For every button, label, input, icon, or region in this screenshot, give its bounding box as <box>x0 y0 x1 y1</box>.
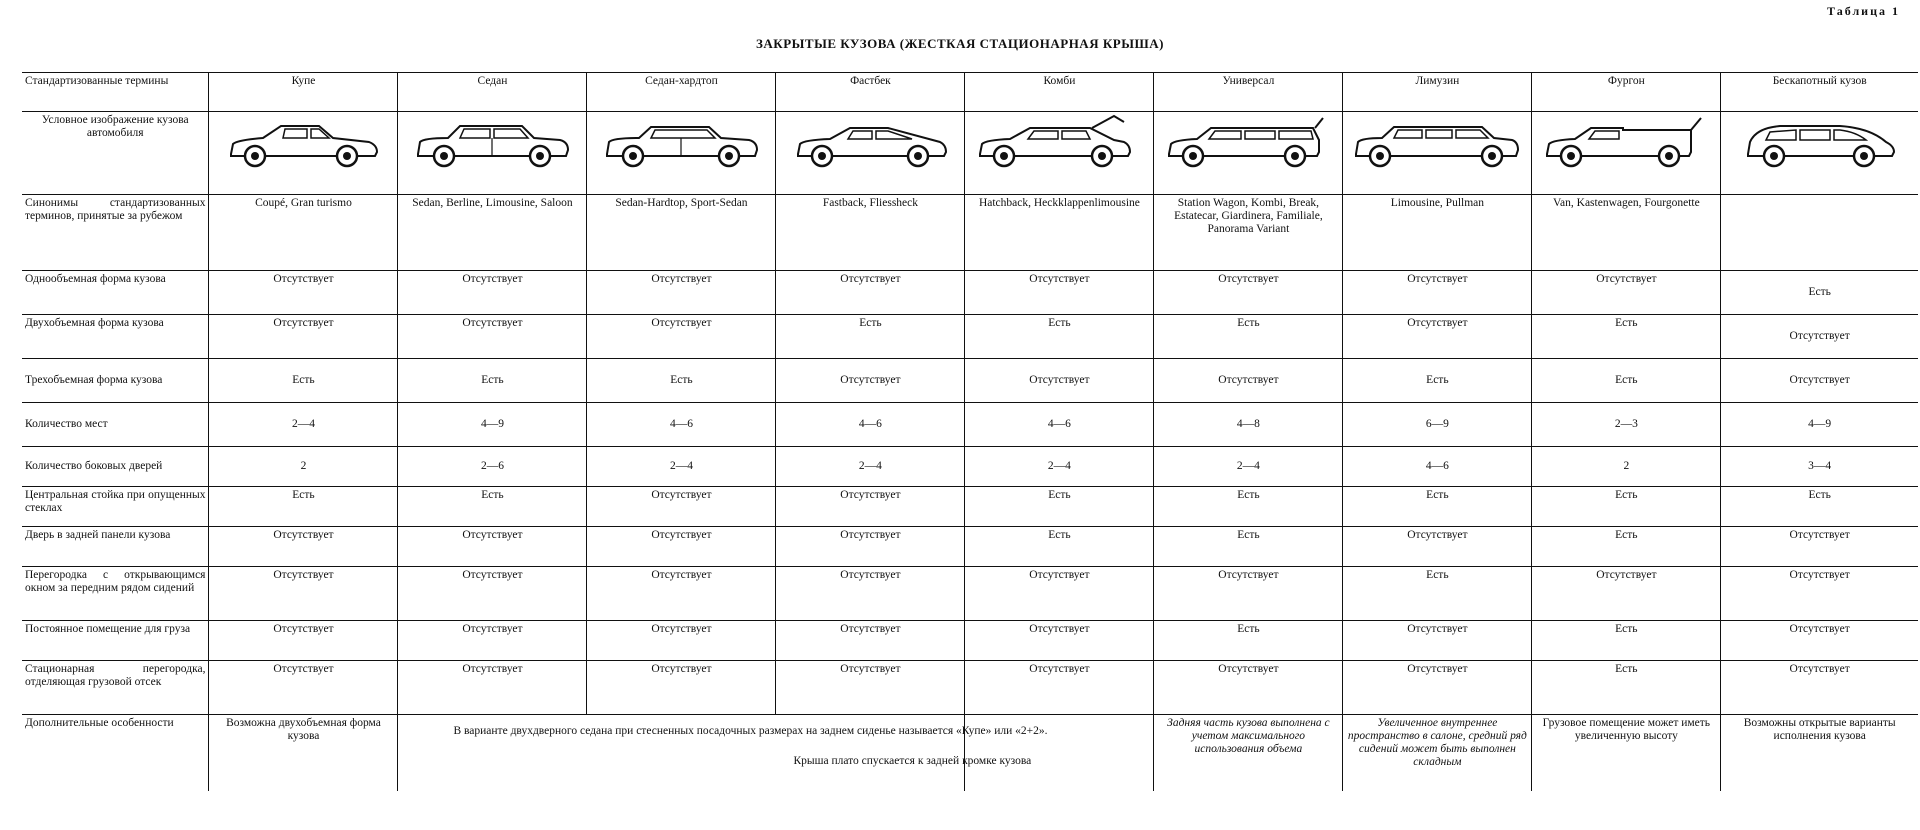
wagon-car-icon <box>1163 114 1333 174</box>
table-cell: Есть <box>1532 315 1721 359</box>
table-cell: Есть <box>1532 527 1721 567</box>
table-cell: Отсутствует <box>965 359 1154 403</box>
table-cell <box>1721 195 1918 271</box>
table-cell: 2 <box>1532 447 1721 487</box>
van-image-cell <box>1532 112 1721 195</box>
table-cell: Отсутствует <box>1721 315 1918 359</box>
table-cell: Отсутствует <box>1343 315 1532 359</box>
table-row <box>22 315 1918 359</box>
table-cell: Отсутствует <box>1343 271 1532 315</box>
coupe-image-cell <box>209 112 398 195</box>
table-cell: 4—9 <box>398 403 587 447</box>
table-cell: Отсутствует <box>398 271 587 315</box>
table-cell: Отсутствует <box>587 487 776 527</box>
table-cell: Van, Kastenwagen, Fourgonette <box>1532 195 1721 271</box>
cabover-image-cell <box>1721 112 1918 195</box>
table-cell: Отсутствует <box>398 621 587 661</box>
table-cell: Есть <box>1343 359 1532 403</box>
table-cell: Есть <box>1532 661 1721 715</box>
table-row <box>22 447 1918 487</box>
table-row <box>22 661 1918 715</box>
table-cell: Отсутствует <box>209 567 398 621</box>
image-row <box>22 112 1918 195</box>
row-label: Количество боковых дверей <box>22 447 209 487</box>
table-cell: Есть <box>209 359 398 403</box>
row-label: Стационарная перегородка, отделяющая грузовой отсек <box>22 661 209 715</box>
table-cell: Отсутствует <box>398 661 587 715</box>
combi-image-cell <box>965 112 1154 195</box>
table-cell: Есть <box>1154 621 1343 661</box>
table-cell: Отсутствует <box>209 661 398 715</box>
table-cell: Отсутствует <box>776 359 965 403</box>
table-cell: 4—8 <box>1154 403 1343 447</box>
table-cell: Fastback, Fliessheck <box>776 195 965 271</box>
row-label: Двухобъемная форма кузова <box>22 315 209 359</box>
row-label: Дверь в задней панели кузова <box>22 527 209 567</box>
table-cell: Отсутствует <box>587 567 776 621</box>
table-cell: Отсутствует <box>587 527 776 567</box>
hatchback-car-icon <box>974 114 1144 174</box>
table-cell: Есть <box>776 315 965 359</box>
table-cell: Отсутствует <box>1343 621 1532 661</box>
note-sedan: В варианте двухдверного седана при стесненных посадочных размерах на заднем сиденье называется «Купе» или «2+2». <box>453 725 1048 737</box>
table-cell: 2—4 <box>587 447 776 487</box>
table-cell: Отсутствует <box>965 567 1154 621</box>
table-row <box>22 527 1918 567</box>
header-van: Фургон <box>1532 73 1721 112</box>
table-cell: 4—6 <box>1343 447 1532 487</box>
note-sedan-fastback-cell <box>398 715 1048 791</box>
sedan-image-cell <box>398 112 587 195</box>
row-label: Дополнительные особенности <box>22 715 209 791</box>
note-coupe: Возможна двухобъемная форма кузова <box>209 715 398 791</box>
cabover-car-icon <box>1740 114 1900 174</box>
table-cell: Есть <box>209 487 398 527</box>
table-cell: 6—9 <box>1343 403 1532 447</box>
table-cell: Есть <box>965 315 1154 359</box>
row-label: Перегородка с открывающимся окном за передним рядом сидений <box>22 567 209 621</box>
body-types-table <box>22 72 1918 791</box>
sedan-car-icon <box>412 114 572 174</box>
table-cell: Отсутствует <box>398 315 587 359</box>
table-cell: Отсутствует <box>398 527 587 567</box>
table-cell: 4—6 <box>587 403 776 447</box>
limousine-image-cell <box>1343 112 1532 195</box>
table-cell: Есть <box>1532 621 1721 661</box>
table-cell: Отсутствует <box>965 661 1154 715</box>
table-cell: Отсутствует <box>776 621 965 661</box>
row-label: Однообъемная форма кузова <box>22 271 209 315</box>
note-cabover: Возможны открытые варианты исполнения кузова <box>1721 715 1918 791</box>
table-cell: 2—6 <box>398 447 587 487</box>
table-cell: Есть <box>1532 359 1721 403</box>
header-fastback: Фастбек <box>776 73 965 112</box>
table-cell: Отсутствует <box>209 315 398 359</box>
table-cell: 2—4 <box>1154 447 1343 487</box>
table-row <box>22 195 1918 271</box>
table-cell: Limousine, Pullman <box>1343 195 1532 271</box>
table-cell: Отсутствует <box>776 527 965 567</box>
note-limousine: Увеличенное внутреннее пространство в салоне, средний ряд сидений может быть выполнен складным <box>1343 715 1532 791</box>
table-cell: Отсутствует <box>1721 621 1918 661</box>
table-cell: Отсутствует <box>1154 359 1343 403</box>
header-sedan: Седан <box>398 73 587 112</box>
note-wagon: Задняя часть кузова выполнена с учетом максимального использования объема <box>1154 715 1343 791</box>
table-cell: Отсутствует <box>398 567 587 621</box>
table-cell: 2—4 <box>776 447 965 487</box>
table-cell: Есть <box>1721 271 1918 315</box>
table-cell: Есть <box>1343 567 1532 621</box>
table-cell: Есть <box>587 359 776 403</box>
note-fastback: Крыша плато спускается к задней кромке кузова <box>793 755 1032 767</box>
table-cell: 2—4 <box>965 447 1154 487</box>
table-cell: 2—4 <box>209 403 398 447</box>
table-cell: Есть <box>1343 487 1532 527</box>
table-cell: Есть <box>1154 487 1343 527</box>
fastback-image-cell <box>776 112 965 195</box>
row-label: Центральная стойка при опущенных стеклах <box>22 487 209 527</box>
row-label: Постоянное помещение для груза <box>22 621 209 661</box>
limousine-car-icon <box>1352 114 1522 174</box>
coupe-car-icon <box>223 114 383 174</box>
table-cell: 4—9 <box>1721 403 1918 447</box>
table-row <box>22 621 1918 661</box>
header-limousine: Лимузин <box>1343 73 1532 112</box>
van-car-icon <box>1541 114 1711 174</box>
table-cell: Есть <box>1154 527 1343 567</box>
table-cell: Отсутствует <box>1721 359 1918 403</box>
table-cell: Sedan-Hardtop, Sport-Sedan <box>587 195 776 271</box>
table-cell: Отсутствует <box>587 315 776 359</box>
header-coupe: Купе <box>209 73 398 112</box>
table-row <box>22 487 1918 527</box>
table-cell: 3—4 <box>1721 447 1918 487</box>
table-cell: Sedan, Berline, Limousine, Saloon <box>398 195 587 271</box>
table-cell: Отсутствует <box>1721 661 1918 715</box>
header-first-cell: Стандартизованные термины <box>22 73 209 112</box>
table-cell: Есть <box>1154 315 1343 359</box>
header-wagon: Универсал <box>1154 73 1343 112</box>
row-label: Синонимы стандартизованных терминов, принятые за рубежом <box>22 195 209 271</box>
table-cell: Отсутствует <box>1343 527 1532 567</box>
note-van: Грузовое помещение может иметь увеличенную высоту <box>1532 715 1721 791</box>
table-cell: Отсутствует <box>587 661 776 715</box>
table-cell: Отсутствует <box>587 621 776 661</box>
hardtop-image-cell <box>587 112 776 195</box>
table-cell: Отсутствует <box>965 271 1154 315</box>
table-cell: Отсутствует <box>209 271 398 315</box>
table-cell: Отсутствует <box>1721 567 1918 621</box>
image-row-label: Условное изображение кузова автомобиля <box>22 112 209 195</box>
table-cell: Отсутствует <box>776 661 965 715</box>
table-row <box>22 359 1918 403</box>
table-cell: Отсутствует <box>965 621 1154 661</box>
wagon-image-cell <box>1154 112 1343 195</box>
table-cell: Отсутствует <box>776 487 965 527</box>
header-row <box>22 73 1918 112</box>
table-cell: Есть <box>1721 487 1918 527</box>
table-cell: Есть <box>965 487 1154 527</box>
table-cell: Отсутствует <box>1721 527 1918 567</box>
table-row <box>22 403 1918 447</box>
header-hardtop: Седан-хардтоп <box>587 73 776 112</box>
table-cell: Есть <box>1532 487 1721 527</box>
table-cell: Отсутствует <box>1154 661 1343 715</box>
table-cell: Coupé, Gran turismo <box>209 195 398 271</box>
header-combi: Комби <box>965 73 1154 112</box>
table-cell: Есть <box>398 359 587 403</box>
table-cell: 2—3 <box>1532 403 1721 447</box>
table-cell: Отсутствует <box>1343 661 1532 715</box>
table-cell: Hatchback, Heckklappenlimousine <box>965 195 1154 271</box>
table-cell: 2 <box>209 447 398 487</box>
hardtop-car-icon <box>601 114 761 174</box>
table-cell: Отсутствует <box>587 271 776 315</box>
table-caption: ЗАКРЫТЫЕ КУЗОВА (ЖЕСТКАЯ СТАЦИОНАРНАЯ КРЫША) <box>756 36 1164 51</box>
table-cell: Отсутствует <box>776 271 965 315</box>
table-cell: Есть <box>965 527 1154 567</box>
notes-row <box>22 715 1918 791</box>
table-number-label: Таблица 1 <box>1827 4 1900 18</box>
table-cell: Есть <box>398 487 587 527</box>
fastback-car-icon <box>790 114 950 174</box>
table-cell: Отсутствует <box>209 621 398 661</box>
row-label: Трехобъемная форма кузова <box>22 359 209 403</box>
table-row <box>22 567 1918 621</box>
header-cabover: Бескапотный кузов <box>1721 73 1918 112</box>
table-cell: Station Wagon, Kombi, Break, Estatecar, Giardinera, Familiale, Panorama Variant <box>1154 195 1343 271</box>
row-label: Количество мест <box>22 403 209 447</box>
table-cell: Отсутствует <box>1532 271 1721 315</box>
table-cell: Отсутствует <box>1532 567 1721 621</box>
table-cell: Отсутствует <box>1154 271 1343 315</box>
table-cell: Отсутствует <box>209 527 398 567</box>
table-cell: 4—6 <box>776 403 965 447</box>
table-cell: Отсутствует <box>1154 567 1343 621</box>
table-cell: 4—6 <box>965 403 1154 447</box>
table-row <box>22 271 1918 315</box>
table-cell: Отсутствует <box>776 567 965 621</box>
